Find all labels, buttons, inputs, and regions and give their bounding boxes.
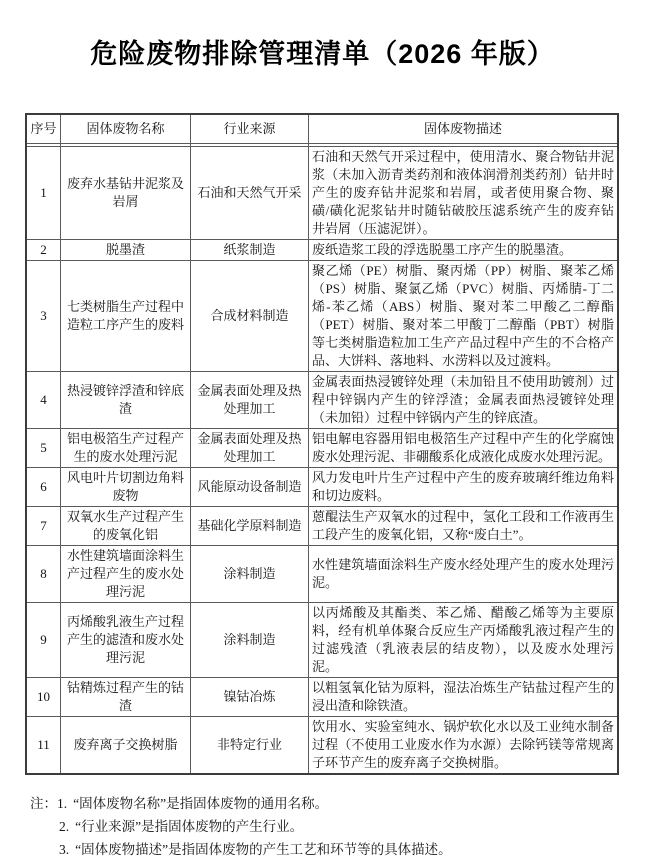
cell-desc xyxy=(309,261,617,372)
header-description xyxy=(309,115,617,144)
footnote-prefix: 注： xyxy=(30,796,57,811)
cell-desc xyxy=(309,147,617,240)
cell-no: 5 xyxy=(27,429,61,468)
footnote-line xyxy=(30,815,645,838)
waste-table xyxy=(25,113,619,775)
cell-no: 10 xyxy=(27,678,61,717)
cell-source: 金属表面处理及热处理加工 xyxy=(191,429,309,468)
cell-source: 石油和天然气开采 xyxy=(191,147,309,240)
cell-desc xyxy=(309,678,617,717)
cell-no: 4 xyxy=(27,372,61,429)
cell-desc xyxy=(309,603,617,678)
cell-no: 2 xyxy=(27,240,61,261)
cell-no: 6 xyxy=(27,468,61,507)
cell-no: 11 xyxy=(27,717,61,773)
cell-name: 水性建筑墙面涂料生产过程产生的废水处理污泥 xyxy=(61,546,191,603)
cell-desc-text: 水性建筑墙面涂料生产废水经处理产生的废水处理污泥。 xyxy=(312,557,614,590)
footnote-text: “行业来源”是指固体废物的产生行业。 xyxy=(75,819,304,834)
cell-desc xyxy=(309,429,617,468)
cell-name: 钴精炼过程产生的钴渣 xyxy=(61,678,191,717)
cell-source: 涂料制造 xyxy=(191,603,309,678)
cell-desc-text: 金属表面热浸镀锌处理（未加铅且不使用助镀剂）过程中锌锅内产生的锌浮渣；金属表面热浸镀锌处理（未加铅）过程中锌锅内产生的锌底渣。 xyxy=(312,374,614,425)
header-serial: 序号 xyxy=(27,115,61,144)
cell-source: 基础化学原料制造 xyxy=(191,507,309,546)
header-industry: 行业来源 xyxy=(191,115,309,144)
cell-name: 丙烯酸乳液生产过程产生的滤渣和废水处理污泥 xyxy=(61,603,191,678)
footnote-number: 1. xyxy=(57,796,68,811)
cell-name: 废弃离子交换树脂 xyxy=(61,717,191,773)
header-description-label: 固体废物描述 xyxy=(423,121,502,136)
cell-desc-text: 废纸造浆工段的浮选脱墨工序产生的脱墨渣。 xyxy=(312,242,573,257)
cell-desc-text: 以丙烯酸及其酯类、苯乙烯、醋酸乙烯等为主要原料，经有机单体聚合反应生产丙烯酸乳液过程产生的过滤残渣（乳液表层的结皮物），以及废水处理污泥。 xyxy=(312,605,614,674)
cell-desc-text: 铝电解电容器用铝电极箔生产过程中产生的化学腐蚀废水处理污泥、非硼酸系化成液化成废水处理污泥。 xyxy=(312,431,614,464)
cell-name: 脱墨渣 xyxy=(61,240,191,261)
cell-desc-text: 蒽醌法生产双氧水的过程中，氢化工段和工作液再生工段产生的废氧化铝，又称“废白土”。 xyxy=(312,509,614,542)
cell-name: 风电叶片切割边角料废物 xyxy=(61,468,191,507)
header-waste-name: 固体废物名称 xyxy=(61,115,191,144)
cell-name: 废弃水基钻井泥浆及岩屑 xyxy=(61,147,191,240)
cell-source: 涂料制造 xyxy=(191,546,309,603)
cell-source: 非特定行业 xyxy=(191,717,309,773)
footnotes xyxy=(30,792,645,861)
cell-source: 风能原动设备制造 xyxy=(191,468,309,507)
cell-desc-text: 饮用水、实验室纯水、锅炉软化水以及工业纯水制备过程（不使用工业废水作为水源）去除钙镁等常规离子环节产生的废弃离子交换树脂。 xyxy=(312,719,614,770)
cell-desc-text: 聚乙烯（PE）树脂、聚丙烯（PP）树脂、聚苯乙烯（PS）树脂、聚氯乙烯（PVC）树脂、丙烯腈-丁二烯-苯乙烯（ABS）树脂、聚对苯二甲酸乙二醇酯（PET）树脂、聚对苯二甲酸丁二醇酯（PBT）树脂等七类树脂造粒加工生产产品过程中产生的不合格产品、大饼料、落地料、水涝料以及过渡料。 xyxy=(312,263,614,368)
cell-desc xyxy=(309,507,617,546)
cell-source: 金属表面处理及热处理加工 xyxy=(191,372,309,429)
cell-no: 9 xyxy=(27,603,61,678)
cell-no: 1 xyxy=(27,147,61,240)
footnote-line xyxy=(30,792,645,815)
cell-no: 3 xyxy=(27,261,61,372)
cell-name: 双氧水生产过程产生的废氧化铝 xyxy=(61,507,191,546)
cell-desc-text: 风力发电叶片生产过程中产生的废弃玻璃纤维边角料和切边废料。 xyxy=(312,470,614,503)
footnote-text: “固体废物名称”是指固体废物的通用名称。 xyxy=(73,796,329,811)
cell-no: 7 xyxy=(27,507,61,546)
cell-desc xyxy=(309,240,617,261)
cell-source: 合成材料制造 xyxy=(191,261,309,372)
cell-desc xyxy=(309,546,617,603)
cell-name: 铝电极箔生产过程产生的废水处理污泥 xyxy=(61,429,191,468)
cell-desc xyxy=(309,717,617,773)
footnote-number: 3. xyxy=(59,842,70,857)
cell-name: 热浸镀锌浮渣和锌底渣 xyxy=(61,372,191,429)
footnote-number: 2. xyxy=(59,819,70,834)
cell-desc-text: 以粗氢氧化钴为原料，湿法冶炼生产钴盐过程产生的浸出渣和除铁渣。 xyxy=(312,680,614,713)
footnote-line xyxy=(30,838,645,861)
cell-desc xyxy=(309,468,617,507)
page-title: 危险废物排除管理清单（2026 年版） xyxy=(90,39,555,69)
cell-desc-text: 石油和天然气开采过程中，使用清水、聚合物钻井泥浆（未加入沥青类药剂和液体润滑剂类药剂）钻井时产生的废弃钻井泥浆和岩屑，或者使用聚合物、聚磺/磺化泥浆钻井时随钻破胶压滤系统产生的废弃钻井岩屑（压滤泥饼）。 xyxy=(312,149,614,236)
cell-source: 镍钴冶炼 xyxy=(191,678,309,717)
cell-no: 8 xyxy=(27,546,61,603)
cell-source: 纸浆制造 xyxy=(191,240,309,261)
cell-name: 七类树脂生产过程中造粒工序产生的废料 xyxy=(61,261,191,372)
cell-desc xyxy=(309,372,617,429)
footnote-text: “固体废物描述”是指固体废物的产生工艺和环节等的具体描述。 xyxy=(75,842,452,857)
